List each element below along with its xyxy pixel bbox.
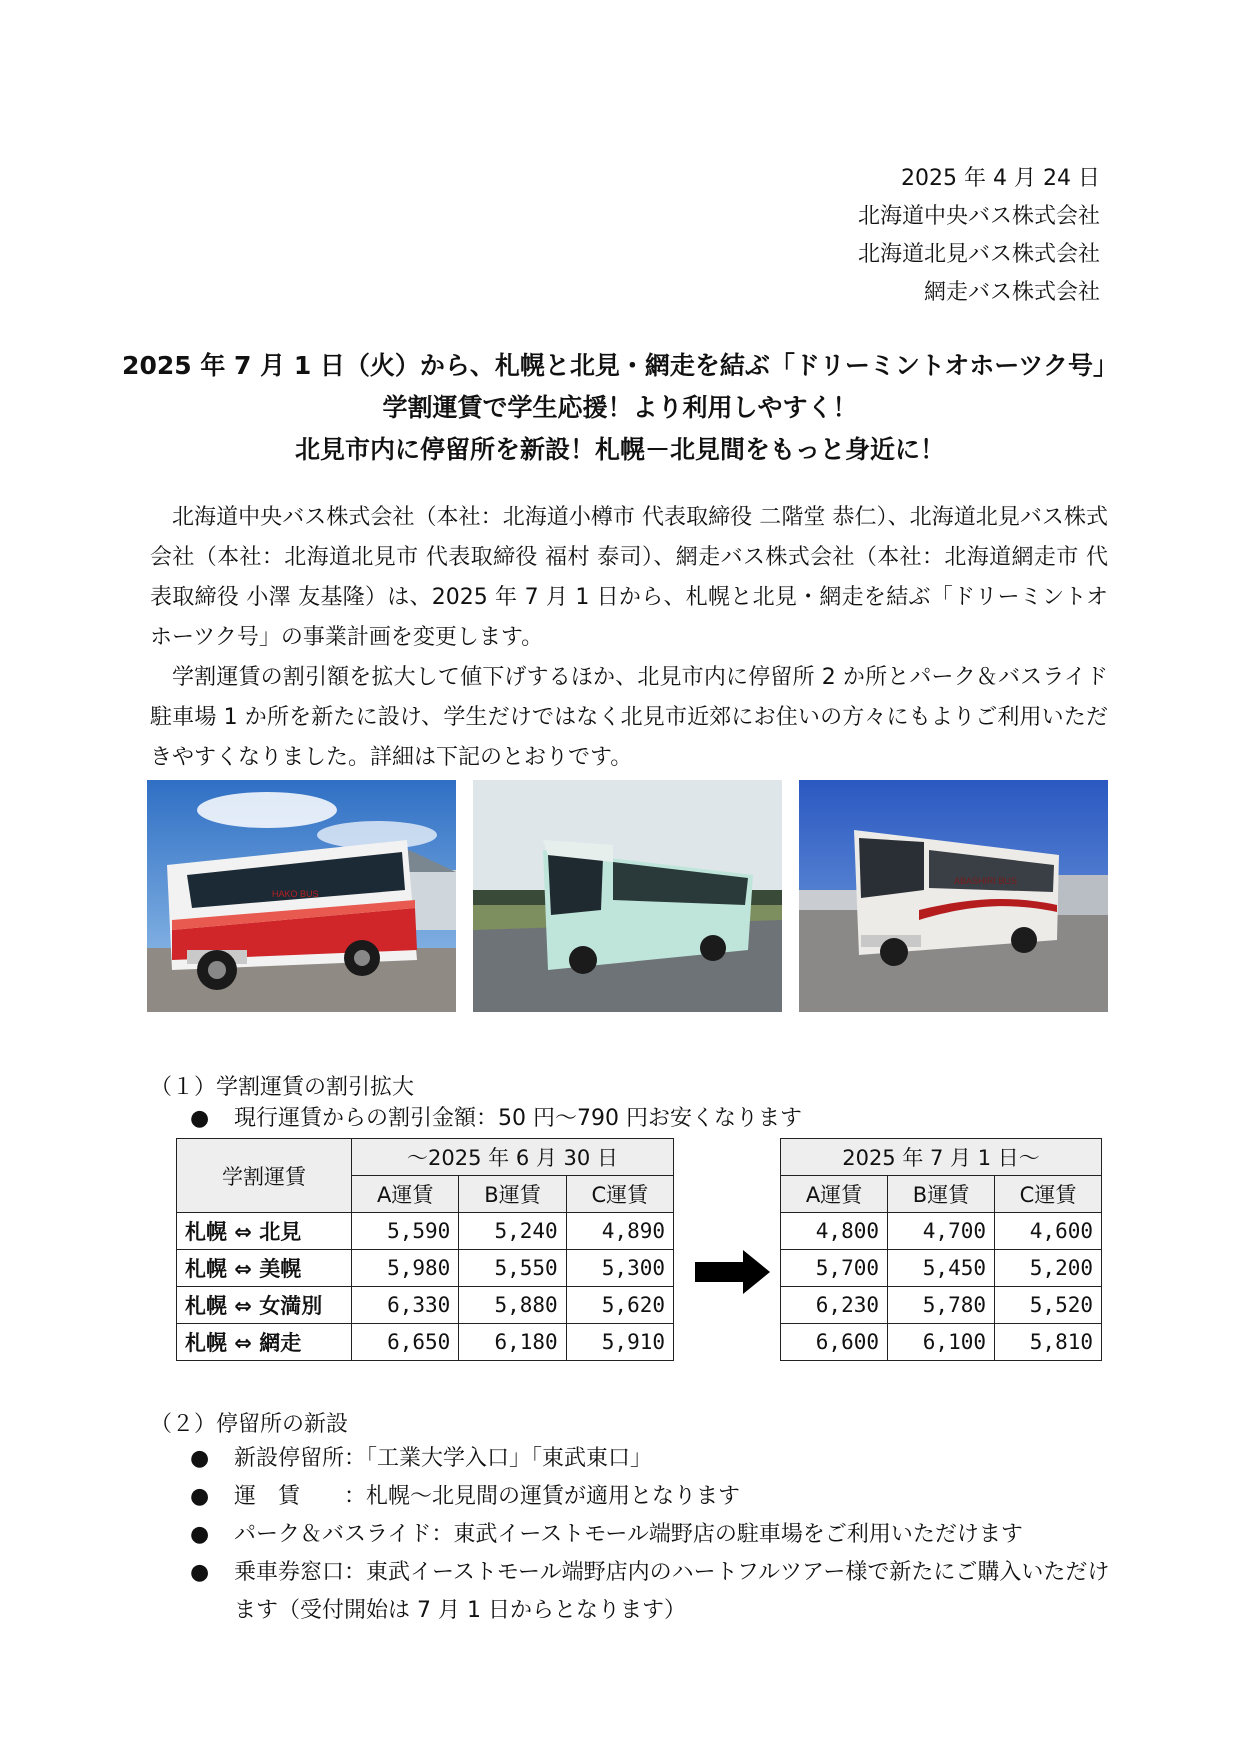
table-row (177, 1213, 674, 1250)
list-item (190, 1554, 1110, 1630)
fare-cell: 5,590 (352, 1213, 459, 1250)
fare-cell: 5,880 (459, 1287, 566, 1324)
bullet-icon: ● (190, 1522, 210, 1547)
route-cell: 札幌 ⇔ 美幌 (177, 1250, 352, 1287)
fare-cell: 6,600 (781, 1324, 888, 1361)
discount-note: 現行運賃からの割引金額：50 円～790 円お安くなります (234, 1106, 802, 1131)
section-1-title: （１）学割運賃の割引拡大 (150, 1075, 415, 1100)
table-row (177, 1324, 674, 1361)
table-row (781, 1324, 1102, 1361)
fare-cell: 6,180 (459, 1324, 566, 1361)
fare-table-before (176, 1138, 674, 1361)
bus-plate-text: HAKO BUS (272, 889, 319, 899)
bus-photo-3 (799, 780, 1108, 1012)
fare-cell: 4,600 (995, 1213, 1102, 1250)
fare-cell: 4,890 (566, 1213, 673, 1250)
fare-cell: 6,230 (781, 1287, 888, 1324)
list-item (190, 1478, 1110, 1516)
list-item-text: パーク＆バスライド：東武イーストモール端野店の駐車場をご利用いただけます (234, 1522, 1023, 1547)
bullet-icon: ● (190, 1106, 210, 1131)
fare-cell: 5,450 (888, 1250, 995, 1287)
route-cell: 札幌 ⇔ 北見 (177, 1213, 352, 1250)
list-item-text: 運 賃 ：札幌～北見間の運賃が適用となります (234, 1484, 741, 1509)
fare-cell: 6,650 (352, 1324, 459, 1361)
title-line: 北見市内に停留所を新設！札幌－北見間をもっと身近に！ (294, 435, 945, 464)
column-header: B運賃 (459, 1176, 566, 1213)
list-item-text: 新設停留所：「工業大学入口」「東武東口」 (234, 1446, 653, 1471)
company-name: 北海道中央バス株式会社 (857, 204, 1100, 229)
column-header: C運賃 (566, 1176, 673, 1213)
column-header: C運賃 (995, 1176, 1102, 1213)
body-paragraph: 学割運賃の割引額を拡大して値下げするほか、北見市内に停留所 2 か所とパーク＆バスライド駐車場 1 か所を新たに設け、学生だけではなく北見市近郊にお住いの方々にもよりご利用いただきやすくなりました。詳細は下記のとおりです。 (150, 665, 1108, 770)
bus-photo-1 (147, 780, 456, 1012)
fare-cell: 5,980 (352, 1250, 459, 1287)
fare-cell: 5,910 (566, 1324, 673, 1361)
issue-date: 2025 年 4 月 24 日 (901, 166, 1100, 191)
section-1-bullet (190, 1100, 802, 1138)
body-paragraph: 北海道中央バス株式会社（本社：北海道小樽市 代表取締役 二階堂 恭仁）、北海道北見バス株式会社（本社：北海道北見市 代表取締役 福村 泰司）、網走バス株式会社（本社：北海道網走市 代表取締役 小澤 友基隆）は、2025 年 7 月 1 日から、札幌と北見・網走を結ぶ「ドリーミントオホーツク号」の事業計画を変更します。 (150, 505, 1108, 650)
table-row (781, 1213, 1102, 1250)
title-line: 学割運賃で学生応援！より利用しやすく！ (382, 393, 858, 422)
bus-photos (147, 780, 1108, 1012)
company-name: 網走バス株式会社 (923, 280, 1100, 305)
fare-cell: 5,550 (459, 1250, 566, 1287)
body-text (150, 498, 1108, 778)
table-row (781, 1250, 1102, 1287)
right-arrow-icon (695, 1250, 770, 1294)
fare-cell: 5,300 (566, 1250, 673, 1287)
company-name: 北海道北見バス株式会社 (857, 242, 1100, 267)
route-cell: 札幌 ⇔ 女満別 (177, 1287, 352, 1324)
route-cell: 札幌 ⇔ 網走 (177, 1324, 352, 1361)
bullet-icon: ● (190, 1446, 210, 1471)
after-period-header: 2025 年 7 月 1 日～ (781, 1139, 1102, 1176)
fare-cell: 4,700 (888, 1213, 995, 1250)
list-item (190, 1516, 1110, 1554)
fare-cell: 6,100 (888, 1324, 995, 1361)
document-title (0, 345, 1240, 471)
table-row (177, 1250, 674, 1287)
fare-table-after (780, 1138, 1102, 1361)
title-line: 2025 年 7 月 1 日（火）から、札幌と北見・網走を結ぶ「ドリーミントオホーツク号」 (122, 351, 1118, 380)
fare-cell: 5,520 (995, 1287, 1102, 1324)
header-block (858, 160, 1100, 312)
bus-photo-2 (473, 780, 782, 1012)
section-2-title: （２）停留所の新設 (150, 1412, 349, 1437)
fare-cell: 5,810 (995, 1324, 1102, 1361)
list-item-text: 乗車券窓口：東武イーストモール端野店内のハートフルツアー様で新たにご購入いただけます（受付開始は 7 月 1 日からとなります） (234, 1560, 1110, 1623)
fare-cell: 5,700 (781, 1250, 888, 1287)
before-period-header: ～2025 年 6 月 30 日 (352, 1139, 674, 1176)
list-item (190, 1440, 1110, 1478)
section-2-list (190, 1440, 1110, 1630)
table-corner-label: 学割運賃 (177, 1139, 352, 1213)
column-header: A運賃 (352, 1176, 459, 1213)
fare-cell: 5,620 (566, 1287, 673, 1324)
table-row (781, 1287, 1102, 1324)
fare-cell: 5,240 (459, 1213, 566, 1250)
table-row (177, 1287, 674, 1324)
fare-cell: 5,200 (995, 1250, 1102, 1287)
bullet-icon: ● (190, 1560, 210, 1585)
bullet-icon: ● (190, 1484, 210, 1509)
column-header: B運賃 (888, 1176, 995, 1213)
fare-cell: 4,800 (781, 1213, 888, 1250)
column-header: A運賃 (781, 1176, 888, 1213)
bus-side-text: ABASHIRI BUS (954, 876, 1018, 886)
fare-cell: 6,330 (352, 1287, 459, 1324)
fare-cell: 5,780 (888, 1287, 995, 1324)
